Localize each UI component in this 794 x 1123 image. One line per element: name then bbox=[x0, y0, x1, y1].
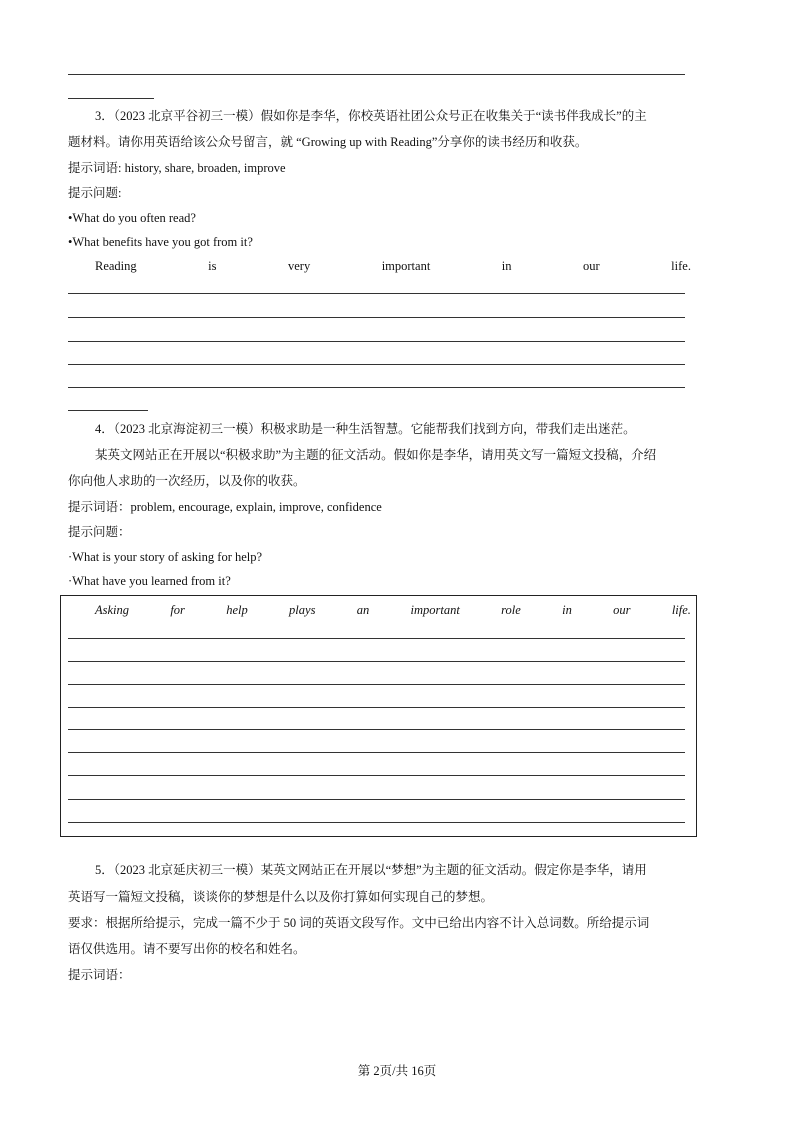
q4-starter-word: plays bbox=[289, 603, 316, 617]
answer-line bbox=[68, 364, 685, 365]
q4-starter-word: life. bbox=[671, 603, 691, 617]
q5-requirement-line2: 语仅供选用。请不要写出你的校名和姓名。 bbox=[68, 942, 306, 956]
q3-title-line2: 题材料。请你用英语给该公众号留言，就 “Growing up with Reading”分享你的读书经历和收获。 bbox=[68, 135, 588, 149]
q3-title-line1: 3．（2023 北京平谷初三一模）假如你是李华，你校英语社团公众号正在收集关于“读书伴我成长”的主 bbox=[95, 109, 647, 123]
answer-line bbox=[68, 707, 685, 708]
q4-starter-sentence bbox=[95, 602, 691, 618]
q4-questions-label: 提示问题： bbox=[68, 525, 131, 539]
q4-title-line1: 4．（2023 北京海淀初三一模）积极求助是一种生活智慧。它能帮我们找到方向，带我们走出迷茫。 bbox=[95, 422, 636, 436]
q4-hint-words: 提示词语：problem, encourage, explain, improve, confidence bbox=[68, 500, 382, 514]
q3-hint-words: 提示词语: history, share, broaden, improve bbox=[68, 161, 286, 175]
q5-hint-words: 提示词语： bbox=[68, 968, 131, 982]
answer-line bbox=[68, 341, 685, 342]
q3-question-2: •What benefits have you got from it? bbox=[68, 235, 253, 249]
page-number: 第 2页/共 16页 bbox=[357, 1064, 437, 1078]
q4-question-2: ·What have you learned from it? bbox=[68, 574, 231, 588]
q4-question-1: ·What is your story of asking for help? bbox=[68, 550, 263, 564]
q4-starter-word: Asking bbox=[95, 603, 130, 617]
q5-requirement-line1: 要求：根据所给提示，完成一篇不少于 50 词的英语文段写作。文中已给出内容不计入总词数。所给提示词 bbox=[68, 916, 650, 930]
q3-questions-label: 提示问题: bbox=[68, 186, 122, 200]
q4-starter-word: for bbox=[170, 603, 185, 617]
answer-line bbox=[68, 799, 685, 800]
answer-line-short bbox=[68, 98, 154, 99]
answer-line bbox=[68, 752, 685, 753]
q3-question-1: •What do you often read? bbox=[68, 211, 196, 225]
answer-line bbox=[68, 74, 685, 75]
q4-starter-word: help bbox=[226, 603, 248, 617]
q4-starter-word: in bbox=[562, 603, 572, 617]
answer-line bbox=[68, 684, 685, 685]
q4-starter-word: important bbox=[410, 603, 460, 617]
q3-starter-word: important bbox=[381, 259, 431, 273]
q3-starter-word: Reading bbox=[95, 259, 137, 273]
q4-title-line3: 你向他人求助的一次经历，以及你的收获。 bbox=[68, 474, 306, 488]
q5-title-line2: 英语写一篇短文投稿，谈谈你的梦想是什么以及你打算如何实现自己的梦想。 bbox=[68, 890, 494, 904]
q3-starter-word: our bbox=[583, 259, 600, 273]
q3-starter-word: life. bbox=[671, 259, 691, 273]
q4-title-line2: 某英文网站正在开展以“积极求助”为主题的征文活动。假如你是李华，请用英文写一篇短文投稿，介绍 bbox=[95, 448, 657, 462]
answer-line bbox=[68, 638, 685, 639]
q3-starter-word: very bbox=[287, 259, 311, 273]
answer-line bbox=[68, 729, 685, 730]
answer-line bbox=[68, 661, 685, 662]
answer-line bbox=[68, 775, 685, 776]
answer-line bbox=[68, 822, 685, 823]
q4-starter-word: an bbox=[356, 603, 370, 617]
q3-starter-word: in bbox=[501, 259, 512, 273]
answer-line bbox=[68, 293, 685, 294]
answer-line-short bbox=[68, 410, 148, 411]
q3-starter-word: is bbox=[208, 259, 217, 273]
q4-answer-box bbox=[60, 595, 697, 837]
q4-starter-word: our bbox=[613, 603, 631, 617]
answer-line bbox=[68, 317, 685, 318]
answer-line bbox=[68, 387, 685, 388]
q5-title-line1: 5．（2023 北京延庆初三一模）某英文网站正在开展以“梦想”为主题的征文活动。假定你是李华，请用 bbox=[95, 863, 647, 877]
q3-starter-sentence bbox=[95, 258, 691, 274]
q4-starter-word: role bbox=[501, 603, 521, 617]
